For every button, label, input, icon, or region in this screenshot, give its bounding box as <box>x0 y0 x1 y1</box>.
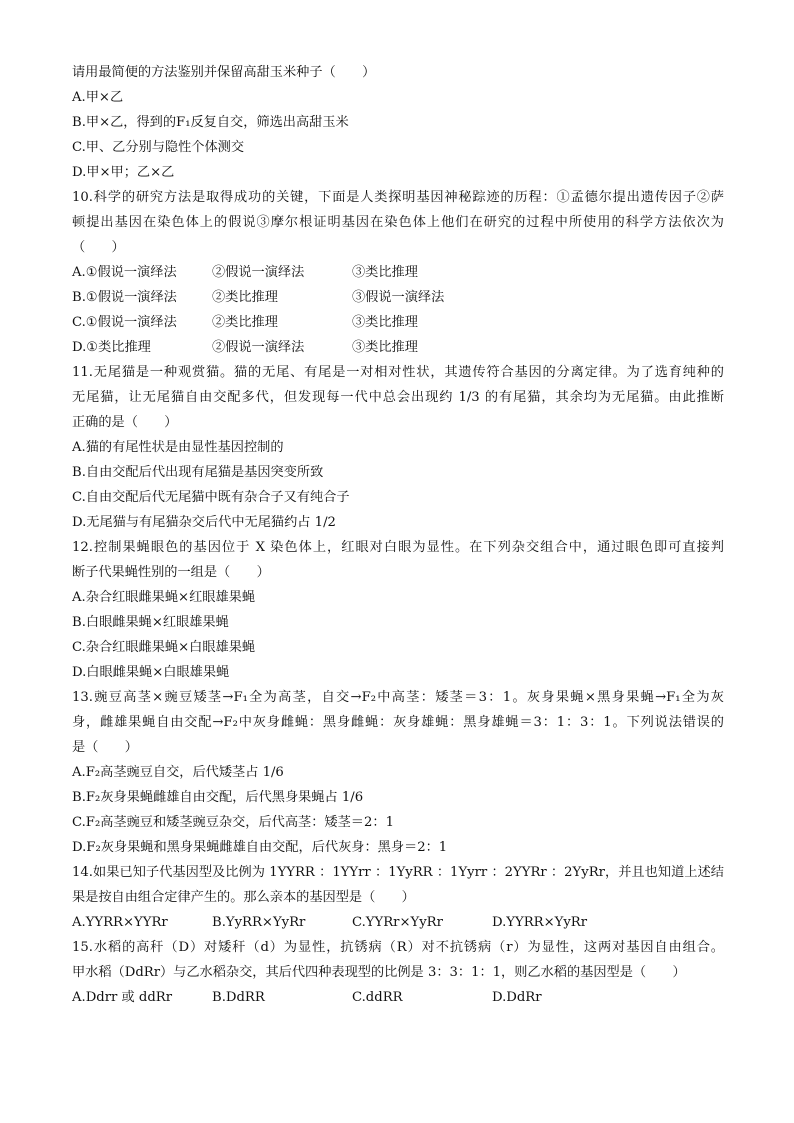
q10-d-col-1: D.①类比推理 <box>72 340 151 355</box>
q10-option-c <box>72 310 724 335</box>
q15-option-b: B.DdRR <box>212 990 265 1005</box>
q11-stem-line-1: 11.无尾猫是一种观赏猫。猫的无尾、有尾是一对相对性状，其遗传符合基因的分离定律。为了选育纯种的 <box>72 365 724 380</box>
q12-option-c: C.杂合红眼雌果蝇×白眼雄果蝇 <box>72 640 256 655</box>
q10-b-col-3: ③假说一演绎法 <box>352 290 445 305</box>
q13-stem-line-2: 身，雌雄果蝇自由交配→F₂中灰身雌蝇：黑身雌蝇：灰身雄蝇：黑身雄蝇＝3：1：3：1。下列说法错误的 <box>72 715 724 730</box>
q10-stem-line-1: 10.科学的研究方法是取得成功的关键，下面是人类探明基因神秘踪迹的历程：①孟德尔提出遗传因子②萨 <box>72 190 724 205</box>
q15-stem-line-1: 15.水稻的高秆（D）对矮秆（d）为显性，抗锈病（R）对不抗锈病（r）为显性，这两对基因自由组合。 <box>72 940 724 955</box>
q9-option-b: B.甲×乙，得到的F₁反复自交，筛选出高甜玉米 <box>72 115 349 130</box>
q15-stem-line-2: 甲水稻（DdRr）与乙水稻杂交，其后代四种表现型的比例是 3：3：1：1，则乙水稻的基因型是（ ） <box>72 965 686 980</box>
q9-option-c: C.甲、乙分别与隐性个体测交 <box>72 140 245 155</box>
q10-b-col-1: B.①假说一演绎法 <box>72 290 177 305</box>
q13-stem-line-3: 是（ ） <box>72 740 138 755</box>
q10-option-b <box>72 285 724 310</box>
q11-option-a: A.猫的有尾性状是由显性基因控制的 <box>72 440 284 455</box>
q14-stem-line-1: 14.如果已知子代基因型及比例为 1YYRR ：1YYrr ：1YyRR ：1Yyrr ：2YYRr ：2YyRr，并且也知道上述结 <box>72 865 724 880</box>
q14-option-d: D.YYRR×YyRr <box>492 915 588 930</box>
q14-stem-line-2: 果是按自由组合定律产生的。那么亲本的基因型是（ ） <box>72 890 415 905</box>
q12-stem-line-1: 12.控制果蝇眼色的基因位于 X 染色体上，红眼对白眼为显性。在下列杂交组合中，通过眼色即可直接判 <box>72 540 724 555</box>
q10-c-col-1: C.①假说一演绎法 <box>72 315 177 330</box>
q10-b-col-2: ②类比推理 <box>212 290 278 305</box>
q10-a-col-2: ②假说一演绎法 <box>212 265 305 280</box>
q10-c-col-2: ②类比推理 <box>212 315 278 330</box>
q13-stem-line-1: 13.豌豆高茎×豌豆矮茎→F₁全为高茎，自交→F₂中高茎：矮茎＝3：1。灰身果蝇×黑身果蝇→F₁全为灰 <box>72 690 724 705</box>
q15-options <box>72 985 724 1010</box>
q13-option-c: C.F₂高茎豌豆和矮茎豌豆杂交，后代高茎：矮茎＝2：1 <box>72 815 394 830</box>
q10-stem-line-2: 顿提出基因在染色体上的假说③摩尔根证明基因在染色体上他们在研究的过程中所使用的科学方法依次为 <box>72 215 724 230</box>
q13-option-b: B.F₂灰身果蝇雌雄自由交配，后代黑身果蝇占 1/6 <box>72 790 364 805</box>
q9-option-d: D.甲×甲；乙×乙 <box>72 165 175 180</box>
q10-a-col-1: A.①假说一演绎法 <box>72 265 177 280</box>
q14-option-a: A.YYRR×YYRr <box>72 915 168 930</box>
q10-d-col-3: ③类比推理 <box>352 340 418 355</box>
q12-stem-line-2: 断子代果蝇性别的一组是（ ） <box>72 565 270 580</box>
q10-a-col-3: ③类比推理 <box>352 265 418 280</box>
q14-option-b: B.YyRR×YyRr <box>212 915 306 930</box>
q10-c-col-3: ③类比推理 <box>352 315 418 330</box>
q11-option-d: D.无尾猫与有尾猫杂交后代中无尾猫约占 1/2 <box>72 515 336 530</box>
exam-page <box>72 60 724 1010</box>
q12-option-d: D.白眼雌果蝇×白眼雄果蝇 <box>72 665 230 680</box>
q9-stem-tail: 请用最简便的方法鉴别并保留高甜玉米种子（ ） <box>72 65 376 80</box>
q11-option-c: C.自由交配后代无尾猫中既有杂合子又有纯合子 <box>72 490 350 505</box>
q15-option-a: A.Ddrr 或 ddRr <box>72 990 173 1005</box>
q14-options <box>72 910 724 935</box>
q10-stem-line-3: （ ） <box>72 240 125 255</box>
q12-option-b: B.白眼雌果蝇×红眼雄果蝇 <box>72 615 229 630</box>
q10-d-col-2: ②假说一演绎法 <box>212 340 305 355</box>
q13-option-d: D.F₂灰身果蝇和黑身果蝇雌雄自由交配，后代灰身：黑身＝2：1 <box>72 840 448 855</box>
q11-option-b: B.自由交配后代出现有尾猫是基因突变所致 <box>72 465 324 480</box>
q10-option-a <box>72 260 724 285</box>
q13-option-a: A.F₂高茎豌豆自交，后代矮茎占 1/6 <box>72 765 284 780</box>
q11-stem-line-2: 无尾猫，让无尾猫自由交配多代，但发现每一代中总会出现约 1/3 的有尾猫，其余均为无尾猫。由此推断 <box>72 390 724 405</box>
q14-option-c: C.YYRr×YyRr <box>352 915 443 930</box>
q15-option-d: D.DdRr <box>492 990 542 1005</box>
q9-option-a: A.甲×乙 <box>72 90 124 105</box>
q12-option-a: A.杂合红眼雌果蝇×红眼雄果蝇 <box>72 590 256 605</box>
q11-stem-line-3: 正确的是（ ） <box>72 415 178 430</box>
q10-option-d <box>72 335 724 360</box>
q15-option-c: C.ddRR <box>352 990 403 1005</box>
